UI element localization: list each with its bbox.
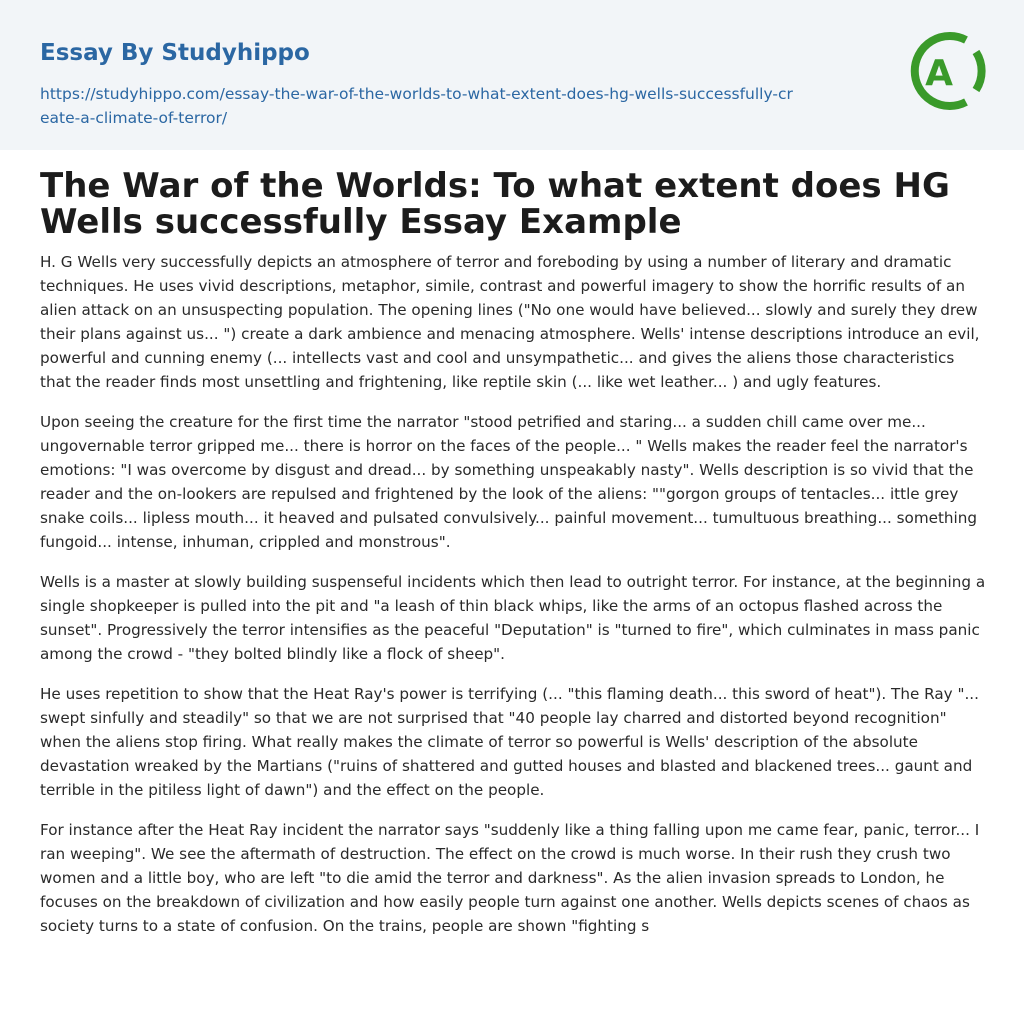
page-title: The War of the Worlds: To what extent does HG Wells successfully Essay Example: [40, 166, 950, 242]
essay-paragraph: For instance after the Heat Ray incident the narrator says "suddenly like a thing falling upon me came fear, panic, terror... I ran weeping". We see the aftermath of destruction. The effect on the crowd is much worse. In their rush they crush two women and a little boy, who are left "to die amid the terror and darkness". As the alien invasion spreads to London, he focuses on the breakdown of civilization and how easily people turn against one another. Wells depicts scenes of chaos as society turns to a state of confusion. On the trains, people are shown "fighting s: [40, 821, 980, 935]
site-header: [0, 0, 1024, 150]
essay-body: [40, 250, 988, 954]
logo-letter: A: [925, 53, 953, 94]
essay-paragraph: He uses repetition to show that the Heat Ray's power is terrifying (... "this flaming death... this sword of heat"). The Ray "... swept sinfully and steadily" so that we are not surprised that "40 people lay charred and distorted beyond recognition" when the aliens stop firing. What really makes the climate of terror so powerful is Wells' description of the absolute devastation wreaked by the Martians ("ruins of shattered and gutted houses and blasted and blackened trees... gaunt and terrible in the pitiless light of dawn") and the effect on the people.: [40, 685, 979, 799]
source-url-link[interactable]: https://studyhippo.com/essay-the-war-of-the-worlds-to-what-extent-does-hg-wells-successfully-create-a-climate-of-terror/: [40, 85, 793, 127]
site-brand[interactable]: Essay By Studyhippo: [40, 40, 310, 66]
essay-paragraph: Upon seeing the creature for the first time the narrator "stood petrified and staring... a sudden chill came over me... ungovernable terror gripped me... there is horror on the faces of the people... " Wells makes the reader feel the narrator's emotions: "I was overcome by disgust and dread... by something unspeakably nasty". Wells description is so vivid that the reader and the on-lookers are repulsed and frightened by the look of the aliens: ""gorgon groups of tentacles... ittle grey snake coils... lipless mouth... it heaved and pulsated convulsively... painful movement... tumultuous breathing... something fungoid... intense, inhuman, crippled and monstrous".: [40, 413, 978, 551]
essay-paragraph: H. G Wells very successfully depicts an atmosphere of terror and foreboding by using a number of literary and dramatic techniques. He uses vivid descriptions, metaphor, simile, contrast and powerful imagery to show the horrific results of an alien attack on an unsuspecting population. The opening lines ("No one would have believed... slowly and surely they drew their plans against us... ") create a dark ambience and menacing atmosphere. Wells' intense descriptions introduce an evil, powerful and cunning enemy (... intellects vast and cool and unsympathetic... and gives the aliens those characteristics that the reader finds most unsettling and frightening, like reptile skin (... like wet leather... ) and ugly features.: [40, 253, 980, 391]
logo-ring-right: [976, 52, 982, 90]
essay-paragraph: Wells is a master at slowly building suspenseful incidents which then lead to outright terror. For instance, at the beginning a single shopkeeper is pulled into the pit and "a leash of thin black whips, like the arms of an octopus flashed across the sunset". Progressively the terror intensifies as the peaceful "Deputation" is "turned to fire", which culminates in mass panic among the crowd - "they bolted blindly like a flock of sheep".: [40, 573, 986, 663]
studyhippo-logo-icon[interactable]: [908, 26, 988, 116]
